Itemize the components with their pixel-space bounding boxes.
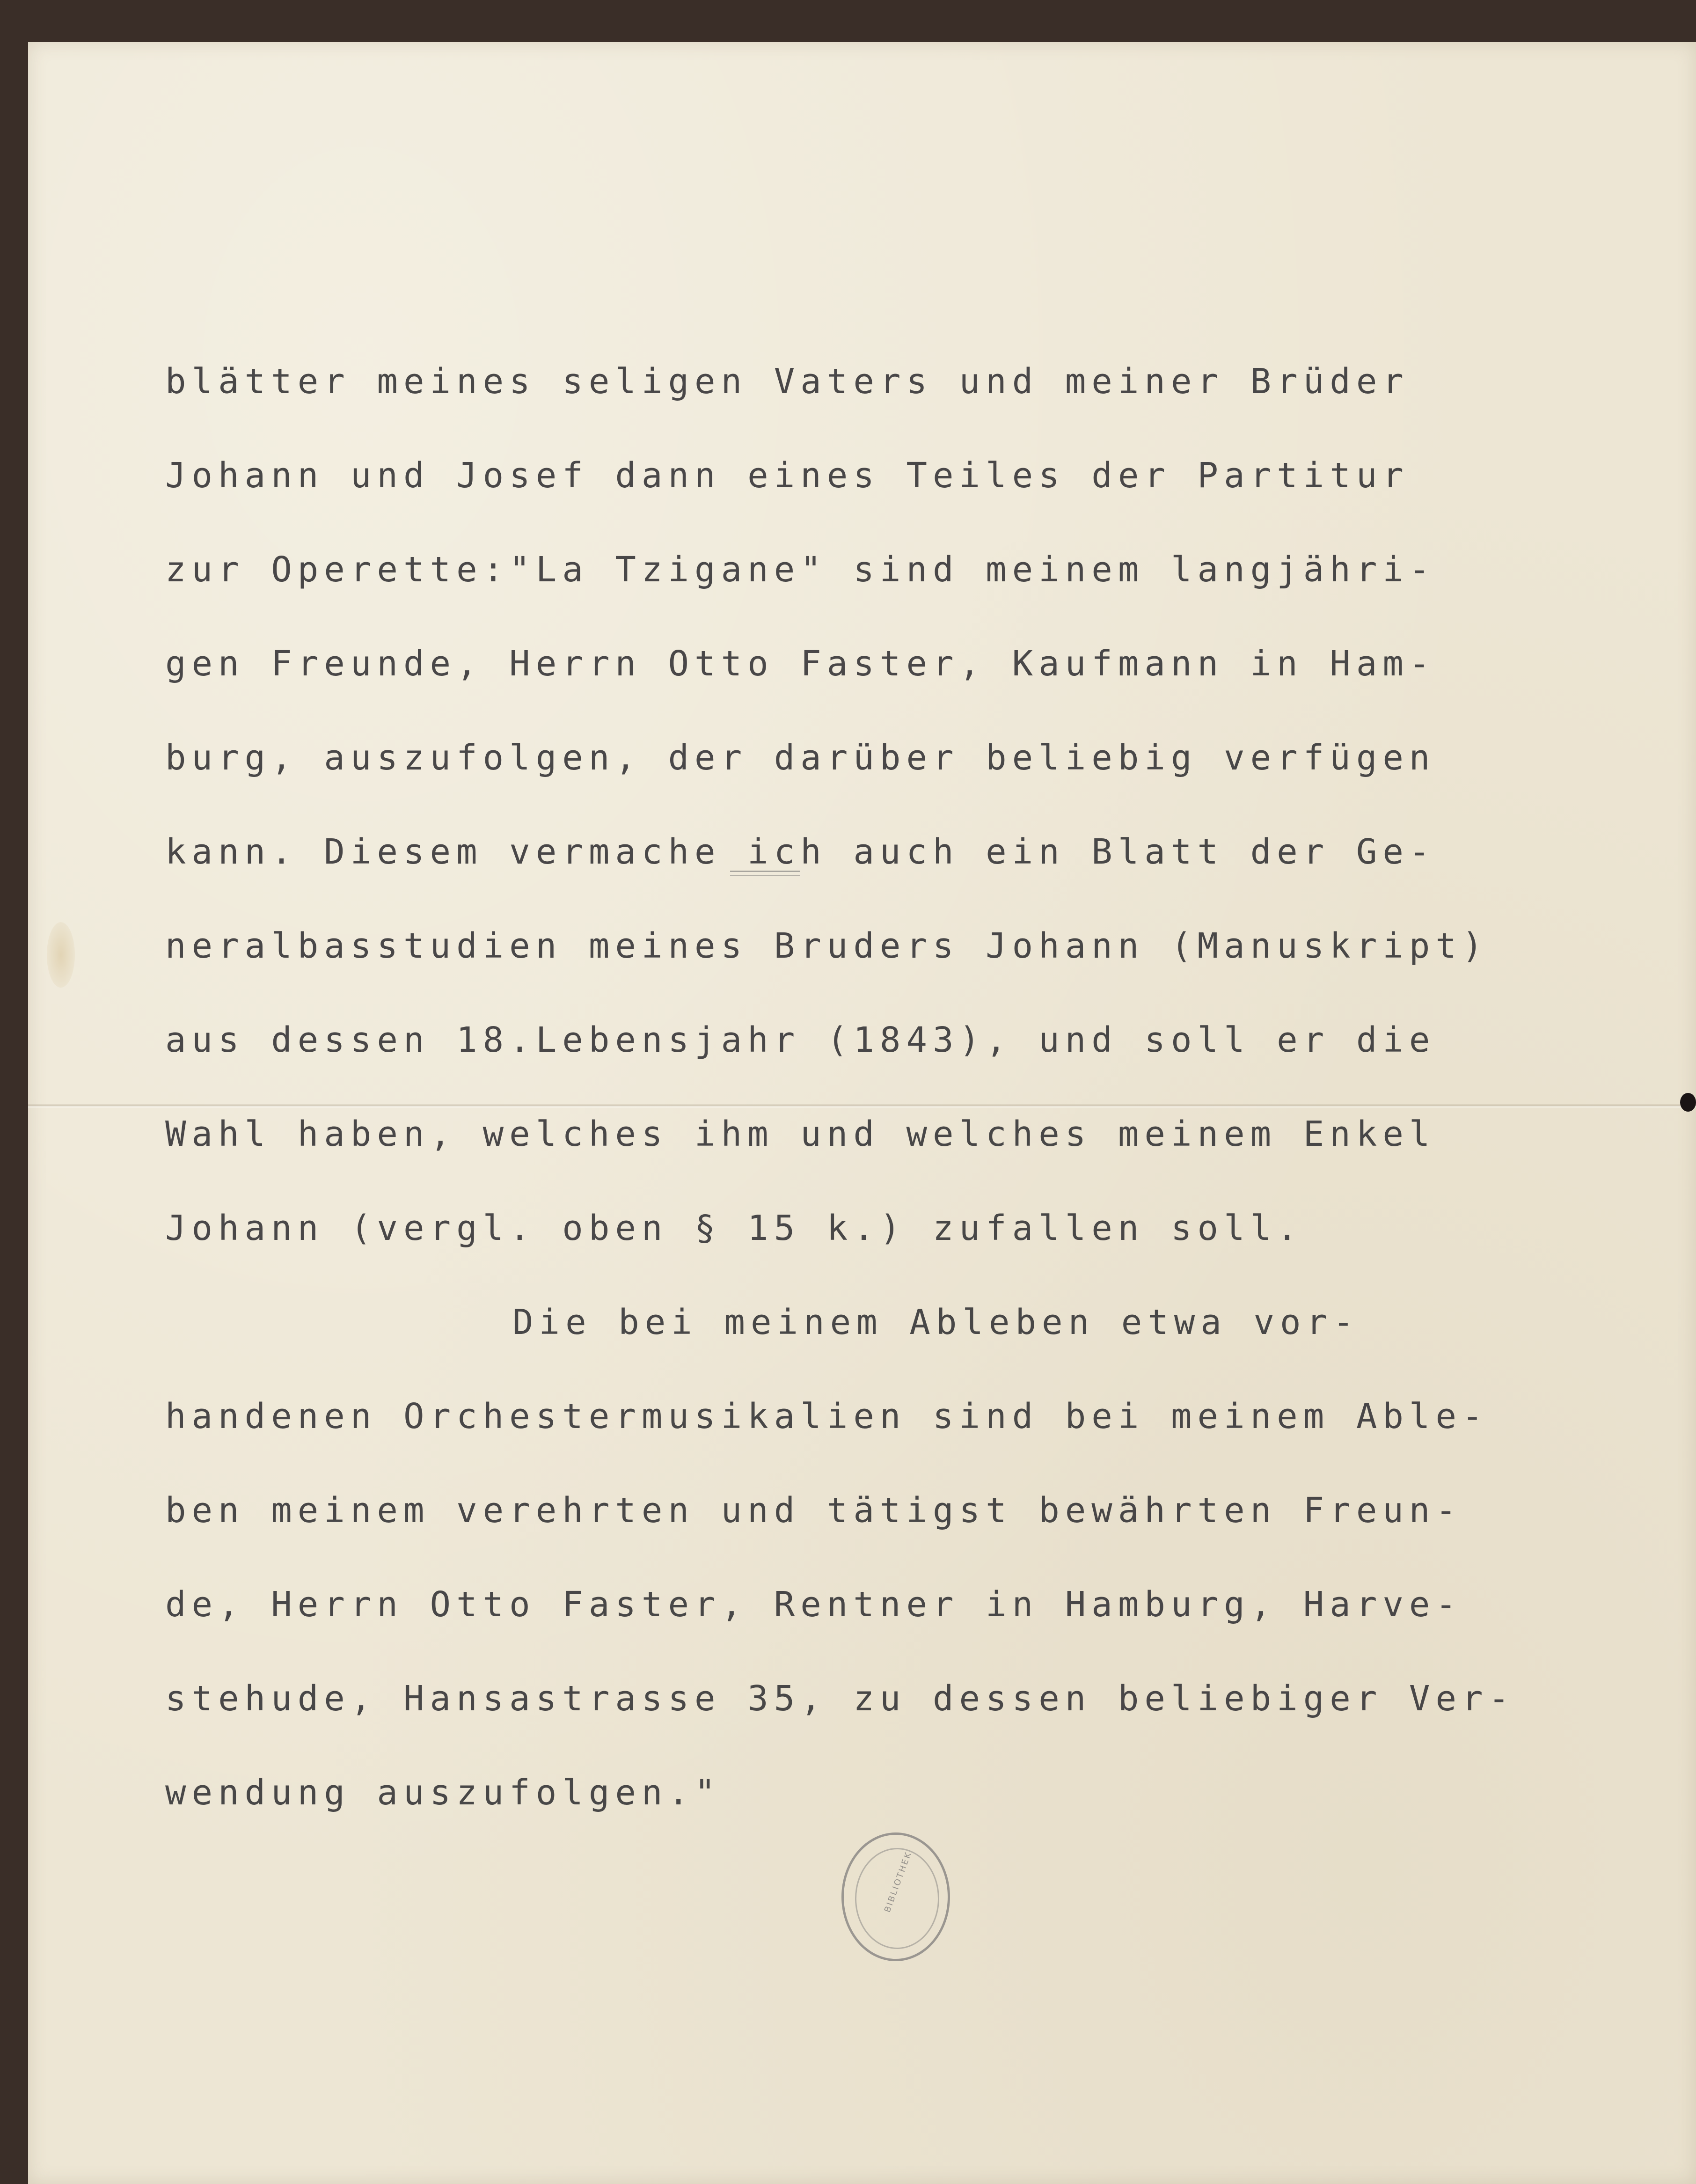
text-line-8: aus dessen 18.Lebensjahr (1843), und soll er die xyxy=(165,1020,1436,1060)
text-line-1: blätter meines seligen Vaters und meiner Brüder xyxy=(165,361,1409,402)
binder-hole-mark xyxy=(1680,1093,1696,1112)
library-stamp xyxy=(841,1832,950,1961)
text-line-7: neralbasstudien meines Bruders Johann (Manuskript) xyxy=(165,926,1489,966)
text-line-6: kann. Diesem vermache ich auch ein Blatt der Ge- xyxy=(165,832,1436,872)
text-line-9: Wahl haben, welches ihm und welches meinem Enkel xyxy=(165,1114,1436,1154)
text-line-3: zur Operette:"La Tzigane" sind meinem langjähri- xyxy=(165,550,1436,590)
text-line-14: de, Herrn Otto Faster, Rentner in Hamburg, Harve- xyxy=(165,1584,1462,1625)
text-line-5: burg, auszufolgen, der darüber beliebig verfügen xyxy=(165,738,1436,778)
text-line-4: gen Freunde, Herrn Otto Faster, Kaufmann in Ham- xyxy=(165,644,1436,684)
paper-stain xyxy=(47,922,75,988)
handwritten-underline-mark xyxy=(730,871,800,876)
text-line-15: stehude, Hansastrasse 35, zu dessen beliebiger Ver- xyxy=(165,1678,1515,1719)
text-line-13: ben meinem verehrten und tätigst bewährten Freun- xyxy=(165,1490,1462,1531)
text-line-16: wendung auszufolgen." xyxy=(165,1773,721,1813)
text-line-2: Johann und Josef dann eines Teiles der Partitur xyxy=(165,455,1409,496)
document-page xyxy=(28,42,1696,2184)
typed-text-block xyxy=(165,358,1515,1863)
text-line-11: Die bei meinem Ableben etwa vor- xyxy=(512,1302,1360,1342)
library-stamp-label: BIBLIOTHEK xyxy=(882,1850,914,1914)
text-line-10: Johann (vergl. oben § 15 k.) zufallen soll. xyxy=(165,1208,1303,1248)
text-line-12: handenen Orchestermusikalien sind bei meinem Able- xyxy=(165,1396,1489,1436)
